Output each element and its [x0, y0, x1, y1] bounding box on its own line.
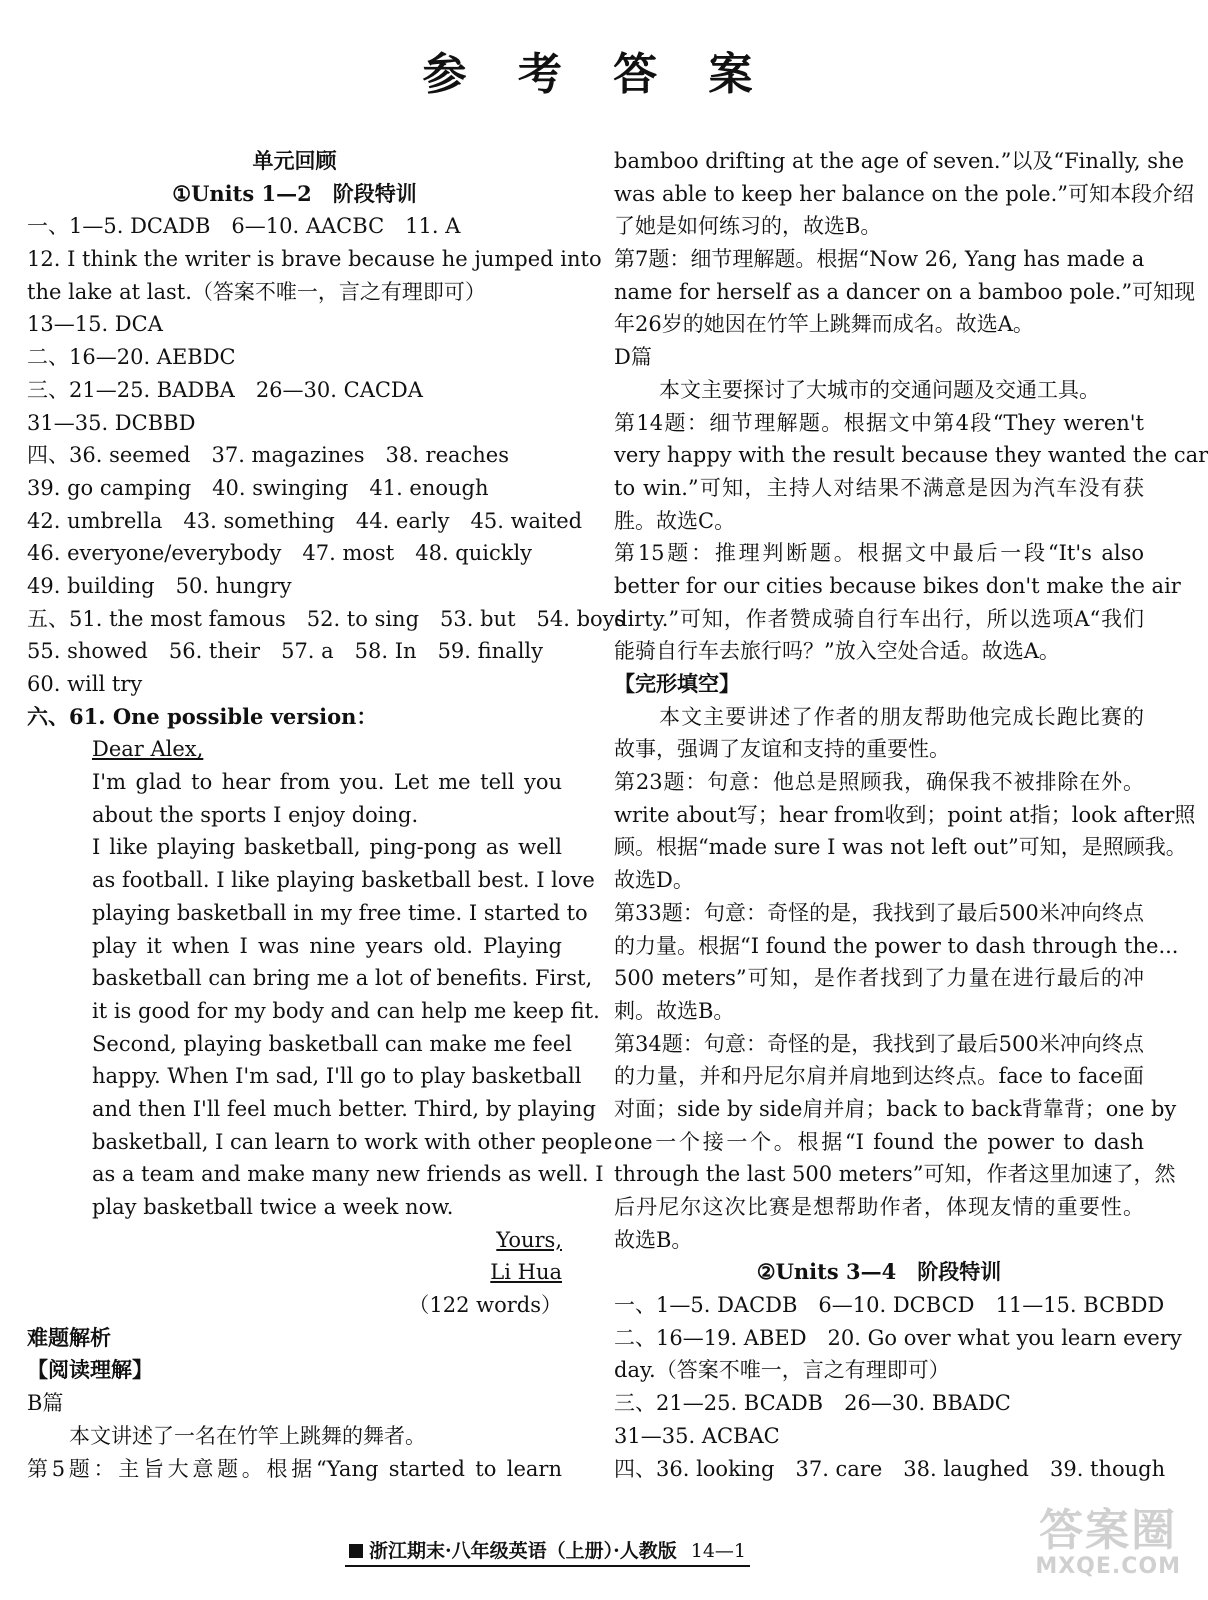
right-column-line: [614, 1224, 1144, 1257]
right-column-line: [614, 1322, 1182, 1355]
left-column-line-text: play basketball twice a week now.: [92, 1195, 454, 1219]
left-column-line-text: 本文讲述了一名在竹竿上跳舞的舞者。: [69, 1423, 426, 1448]
left-column-line: [27, 1289, 562, 1322]
right-column-line-text: very happy with the result because they wanted the car: [614, 443, 1208, 468]
right-column-line-text: bamboo drifting at the age of seven.”以及“Finally, she: [614, 149, 1184, 173]
page-title: 参 考 答 案: [422, 49, 771, 100]
right-column-line: [614, 897, 1144, 930]
left-column-line: [27, 439, 562, 472]
left-column-line: [27, 995, 600, 1028]
left-column-line: [27, 1158, 604, 1191]
right-column-line-text: 一、1—5. DACDB 6—10. DCBCD 11—15. BCBDD: [614, 1293, 1165, 1318]
right-column-line-text: 了她是如何练习的，故选B。: [614, 214, 882, 239]
right-column-line-text: 故选D。: [614, 868, 694, 893]
left-column-line: [27, 178, 562, 211]
left-column-line-text: as football. I like playing basketball best. I love: [92, 868, 595, 893]
left-column-line-text: and then I'll feel much better. Third, by playing: [92, 1096, 596, 1121]
right-column-line: [614, 1289, 1165, 1322]
right-column-line: [614, 439, 1208, 472]
left-column-line-text: I'm glad to hear from you. Let me tell you: [92, 770, 562, 795]
left-column-line: [27, 1191, 562, 1224]
right-column-line-text: 三、21—25. BCADB 26—30. BBADC: [614, 1391, 1011, 1416]
left-column-line-text: 13—15. DCA: [27, 312, 163, 337]
left-column-line-text: about the sports I enjoy doing.: [92, 802, 419, 827]
left-column-line-text: Second, playing basketball can make me feel: [92, 1031, 572, 1056]
left-column-line: [27, 1093, 596, 1126]
right-column-line: [614, 1387, 1144, 1420]
left-column-line-text: ①Units 1—2 阶段特训: [172, 180, 417, 206]
left-column-line-text: B篇: [27, 1391, 64, 1416]
right-column-line-text: D篇: [614, 345, 652, 370]
left-column-line: [27, 276, 562, 309]
right-column-line-text: to win.”可知，主持人对结果不满意是因为汽车没有获: [614, 475, 1144, 500]
left-column-line: [27, 1256, 562, 1289]
right-column-line: [614, 733, 1144, 766]
right-column-line: [614, 145, 1184, 178]
right-column-line-text: 本文主要讲述了作者的朋友帮助他完成长跑比赛的: [659, 704, 1144, 729]
right-column-line: [614, 472, 1144, 505]
right-column-line: [614, 1354, 1144, 1387]
right-column-line: [614, 864, 1144, 897]
left-column-line-text: 【阅读理解】: [27, 1357, 153, 1383]
right-column-line-text: 能骑自行车去旅行吗？”放入空处合适。故选A。: [614, 639, 1060, 664]
left-column-line-text: the lake at last.（答案不唯一，言之有理即可）: [27, 279, 486, 304]
left-column-line-text: 39. go camping 40. swinging 41. enough: [27, 475, 489, 500]
left-column-line: [27, 1322, 562, 1355]
right-column-line-text: 第7题：细节理解题。根据“Now 26, Yang has made a: [614, 247, 1145, 272]
right-column-line-text: 【完形填空】: [614, 671, 740, 696]
left-column-line: [27, 962, 593, 995]
left-column-line-text: 六、61. One possible version：: [27, 703, 378, 729]
page-number: 14—1: [690, 1540, 746, 1562]
left-column-line-text: 55. showed 56. their 57. a 58. In 59. finally: [27, 639, 543, 664]
left-column-line-text: basketball can bring me a lot of benefits. First,: [92, 966, 593, 991]
watermark-logo: 答案圈: [1039, 1505, 1178, 1556]
right-column-line-text: 顾。根据“made sure I was not left out”可知，是照顾我。: [614, 835, 1187, 860]
right-column-line: [614, 178, 1194, 211]
left-column-line-text: 四、36. seemed 37. magazines 38. reaches: [27, 443, 510, 468]
right-column-line: [614, 962, 1144, 995]
left-column-line-text: Li Hua: [490, 1260, 562, 1285]
right-column-line-text: 第14题：细节理解题。根据文中第4段“They weren't: [614, 410, 1144, 435]
left-column-line: [27, 505, 583, 538]
right-column-line-text: 的力量，并和丹尼尔肩并肩地到达终点。face to face面: [614, 1064, 1144, 1089]
left-column-line: [27, 701, 562, 734]
right-column-line: [614, 831, 1187, 864]
left-column-line-text: 60. will try: [27, 672, 143, 696]
footer-square-icon: [349, 1544, 363, 1558]
left-column-line-text: 难题解析: [27, 1324, 111, 1350]
left-column-line: [27, 668, 562, 701]
left-column-line: [27, 341, 562, 374]
right-column-line: [614, 1093, 1177, 1126]
left-column-line: [27, 1354, 562, 1387]
right-column-line-text: 500 meters”可知，是作者找到了力量在进行最后的冲: [614, 966, 1144, 991]
right-column-line: [614, 505, 1144, 538]
left-column-line: [27, 733, 562, 766]
left-column-line-text: I like playing basketball, ping-pong as well: [92, 835, 562, 860]
left-column-line: [27, 374, 562, 407]
left-column-line-text: playing basketball in my free time. I started to: [92, 900, 588, 925]
right-column-line: [614, 1028, 1144, 1061]
right-column-line: [614, 1420, 1144, 1453]
left-column-line-text: 42. umbrella 43. something 44. early 45. waited: [27, 508, 583, 533]
left-column-line: [27, 1060, 582, 1093]
right-column-line: [614, 668, 1144, 701]
right-column-line-text: 年26岁的她因在竹竿上跳舞而成名。故选A。: [614, 312, 1034, 337]
right-column-line: [614, 243, 1144, 276]
left-column-line-text: 单元回顾: [252, 148, 337, 173]
right-column-line: [614, 1158, 1176, 1191]
right-column-line-text: 刺。故选B。: [614, 998, 735, 1023]
right-column-line: [614, 1191, 1144, 1224]
right-column-line: [614, 799, 1196, 832]
left-column-line-text: Dear Alex,: [92, 737, 204, 762]
left-column-line: [27, 243, 602, 276]
left-column-line-text: 第5题：主旨大意题。根据“Yang started to learn: [27, 1456, 562, 1481]
left-column-line-text: 12. I think the writer is brave because he jumped into: [27, 247, 602, 272]
right-column-line: [614, 276, 1196, 309]
left-column-line-text: happy. When I'm sad, I'll go to play basketball: [92, 1064, 582, 1089]
right-column-line-text: name for herself as a dancer on a bamboo pole.”可知现: [614, 279, 1196, 304]
right-column-line: [614, 635, 1144, 668]
right-column-line: [614, 1060, 1144, 1093]
left-column-line: [27, 635, 562, 668]
right-column-line: [614, 341, 1144, 374]
right-column-line: [614, 1126, 1144, 1159]
left-column-line: [27, 570, 562, 603]
left-column-line: [27, 930, 562, 963]
right-column-line-text: 第33题：句意：奇怪的是，我找到了最后500米冲向终点: [614, 900, 1144, 925]
right-column: [614, 145, 1208, 1485]
left-column-line: [27, 603, 626, 636]
left-column-line-text: 二、16—20. AEBDC: [27, 345, 236, 370]
left-column-line: [27, 1420, 562, 1453]
right-column-line: [614, 407, 1144, 440]
left-column-line-text: it is good for my body and can help me keep fit.: [92, 998, 600, 1023]
left-column-line: [27, 407, 562, 440]
right-column-line-text: 的力量。根据“I found the power to dash through the...: [614, 933, 1179, 958]
left-column-line: [27, 1453, 562, 1486]
left-column-line: [27, 537, 562, 570]
right-column-line-text: 故选B。: [614, 1227, 693, 1252]
left-column-line: [27, 897, 588, 930]
right-column-line-text: write about写；hear from收到；point at指；look after照: [614, 802, 1196, 827]
left-column-line-text: （122 words）: [408, 1293, 562, 1318]
left-column-line: [27, 1126, 613, 1159]
right-column-line-text: 对面；side by side肩并肩；back to back背靠背；one by: [614, 1096, 1177, 1121]
right-column-line: [614, 930, 1179, 963]
right-column-line-text: 四、36. looking 37. care 38. laughed 39. though: [614, 1456, 1166, 1481]
right-column-line-text: day.（答案不唯一，言之有理即可）: [614, 1358, 950, 1383]
left-column-line: [27, 145, 562, 178]
left-column-line: [27, 1387, 562, 1420]
right-column-line-text: one一个接一个。根据“I found the power to dash: [614, 1129, 1144, 1154]
right-column-line: [614, 537, 1144, 570]
left-column-line: [27, 831, 562, 864]
left-column-line: [27, 1224, 562, 1257]
left-column: [27, 145, 626, 1485]
right-column-line-text: 第23题：句意：他总是照顾我，确保我不被排除在外。: [614, 770, 1144, 795]
right-column-line: [614, 1453, 1166, 1486]
left-column-line-text: as a team and make many new friends as well. I: [92, 1162, 604, 1187]
right-column-line-text: through the last 500 meters”可知，作者这里加速了，然: [614, 1162, 1176, 1187]
right-column-line: [614, 1256, 1144, 1289]
left-column-line-text: basketball, I can learn to work with other people: [92, 1129, 613, 1154]
right-column-line-text: 二、16—19. ABED 20. Go over what you learn every: [614, 1325, 1182, 1350]
left-column-line: [27, 864, 595, 897]
right-column-line-text: better for our cities because bikes don't make the air: [614, 573, 1181, 598]
left-column-line-text: 五、51. the most famous 52. to sing 53. but 54. boys: [27, 606, 626, 631]
right-column-line-text: 胜。故选C。: [614, 508, 736, 533]
right-column-line: [614, 210, 1144, 243]
right-column-line-text: 后丹尼尔这次比赛是想帮助作者，体现友情的重要性。: [614, 1195, 1144, 1219]
left-column-line-text: 31—35. DCBBD: [27, 410, 196, 435]
right-column-line: [614, 701, 1144, 734]
right-column-line-text: 第15题：推理判断题。根据文中最后一段“It's also: [614, 541, 1144, 566]
left-column-line-text: 三、21—25. BADBA 26—30. CACDA: [27, 377, 423, 402]
left-column-line-text: Yours,: [496, 1227, 562, 1252]
watermark-url: MXQE.COM: [1035, 1554, 1181, 1579]
left-column-line: [27, 308, 562, 341]
right-column-line: [614, 374, 1144, 407]
right-column-line-text: 故事，强调了友谊和支持的重要性。: [614, 737, 950, 762]
left-column-line: [27, 1028, 572, 1061]
left-column-line-text: 一、1—5. DCADB 6—10. AACBC 11. A: [27, 214, 461, 239]
right-column-line: [614, 766, 1144, 799]
right-column-line: [614, 308, 1144, 341]
right-column-line-text: was able to keep her balance on the pole.”可知本段介绍: [614, 181, 1194, 206]
right-column-line: [614, 995, 1144, 1028]
left-column-line: [27, 472, 562, 505]
left-column-line-text: 49. building 50. hungry: [27, 573, 292, 598]
page-footer: [345, 1536, 750, 1567]
left-column-line: [27, 210, 562, 243]
left-column-line: [27, 799, 562, 832]
left-column-line-text: 46. everyone/everybody 47. most 48. quickly: [27, 541, 533, 566]
left-column-line: [27, 766, 562, 799]
right-column-line: [614, 603, 1144, 636]
right-column-line-text: dirty.”可知，作者赞成骑自行车出行，所以选项A“我们: [614, 606, 1144, 631]
watermark: [1035, 1505, 1181, 1579]
right-column-line-text: ②Units 3—4 阶段特训: [756, 1259, 1002, 1285]
right-column-line: [614, 570, 1181, 603]
right-column-line-text: 第34题：句意：奇怪的是，我找到了最后500米冲向终点: [614, 1031, 1144, 1056]
left-column-line-text: play it when I was nine years old. Playing: [92, 933, 562, 958]
right-column-line-text: 本文主要探讨了大城市的交通问题及交通工具。: [659, 377, 1100, 402]
footer-title: 浙江期末·八年级英语（上册）·人教版: [369, 1540, 677, 1562]
right-column-line-text: 31—35. ACBAC: [614, 1423, 780, 1448]
